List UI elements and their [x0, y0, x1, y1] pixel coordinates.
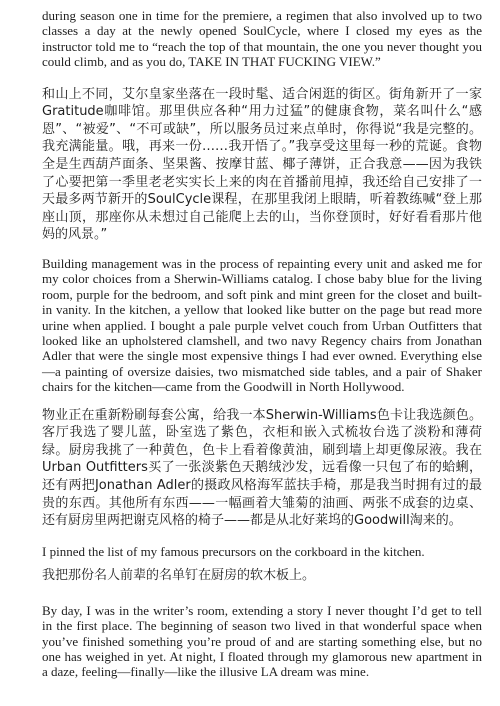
- paragraph-zh-corkboard: 我把那份名人前辈的名单钉在厨房的软木板上。: [42, 568, 316, 584]
- paragraph-en-corkboard: I pinned the list of my famous precursors on the corkboard in the kitchen.: [42, 543, 425, 559]
- paragraph-zh-repainting: 物业正在重新粉刷每套公寓，给我一本Sherwin-Williams色卡让我选颜色。客厅我选了婴儿蓝，卧室选了紫色，衣柜和嵌入式梳妆台选了淡粉和薄荷绿。厨房我挑了一种黄色，色卡上看着像黄油，刷到墙上却更像尿液。我在Urban Outfitters买了一张淡紫色天鹅绒沙发，远看像一只包了布的蛤蜊，还有两把Jonathan Adler的摄政风格海军蓝扶手椅，那是我当时拥有过的最贵的东西。其他所有东西——一幅画着大雏菊的油画、两张不成套的边桌、还有厨房里两把谢克风格的椅子——都是从北好莱坞的Goodwill淘来的。: [42, 407, 482, 529]
- paragraph-en-writers-room: By day, I was in the writer’s room, extending a story I never thought I’d get to tell in the first place. The beginning of season two lived in that wonderful space when you’ve finished something you’re proud of and are starting something else, but no one has weighed in yet. At night, I floated through my glamorous new apartment in a daze, feeling—finally—like the illusive LA dream was mine.: [42, 602, 482, 680]
- paragraph-en-season-one-regimen: during season one in time for the premiere, a regimen that also involved up to two classes a day at the newly opened SoulCycle, where I closed my eyes as the instructor told me to “reach the top of that mountain, the one you never thought you could climb, and as you do, TAKE IN THAT FUCKING VIEW.”: [42, 8, 482, 70]
- paragraph-en-repainting: Building management was in the process of repainting every unit and asked me for my color choices from a Sherwin-Williams catalog. I chose baby blue for the living room, purple for the bedroom, and soft pink and mint green for the closet and built-in vanity. In the kitchen, a yellow that looked like butter on the page but read more urine when applied. I bought a pale purple velvet couch from Urban Outfitters that looked like an upholstered clamshell, and two navy Regency chairs from Jonathan Adler that were the single most expensive things I had ever owned. Everything else—a painting of oversize daisies, two mismatched side tables, and a pair of Shaker chairs for the kitchen—came from the Goodwill in North Hollywood.: [42, 255, 482, 395]
- paragraph-zh-season-one-regimen: 和山上不同，艾尔皇家坐落在一段时髦、适合闲逛的街区。街角新开了一家Gratitude咖啡馆。那里供应各种“用力过猛”的健康食物，菜名叫什么“感恩”、“被爱”、“不可或缺”，所以服务员过来点单时，你得说“我是完整的。我充满能量。哦，再来一份……我开悟了。”我享受这里每一秒的荒诞。食物全是生西葫芦面条、坚果酱、按摩甘蓝、椰子薄饼，正合我意——因为我铁了心要把第一季里老老实实长上来的肉在首播前甩掉，我还给自己安排了一天最多两节新开的SoulCycle课程，在那里我闭上眼睛，听着教练喊“登上那座山顶，那座你从未想过自己能爬上去的山，当你登顶时，好好看看那片他妈的风景。”: [42, 86, 482, 243]
